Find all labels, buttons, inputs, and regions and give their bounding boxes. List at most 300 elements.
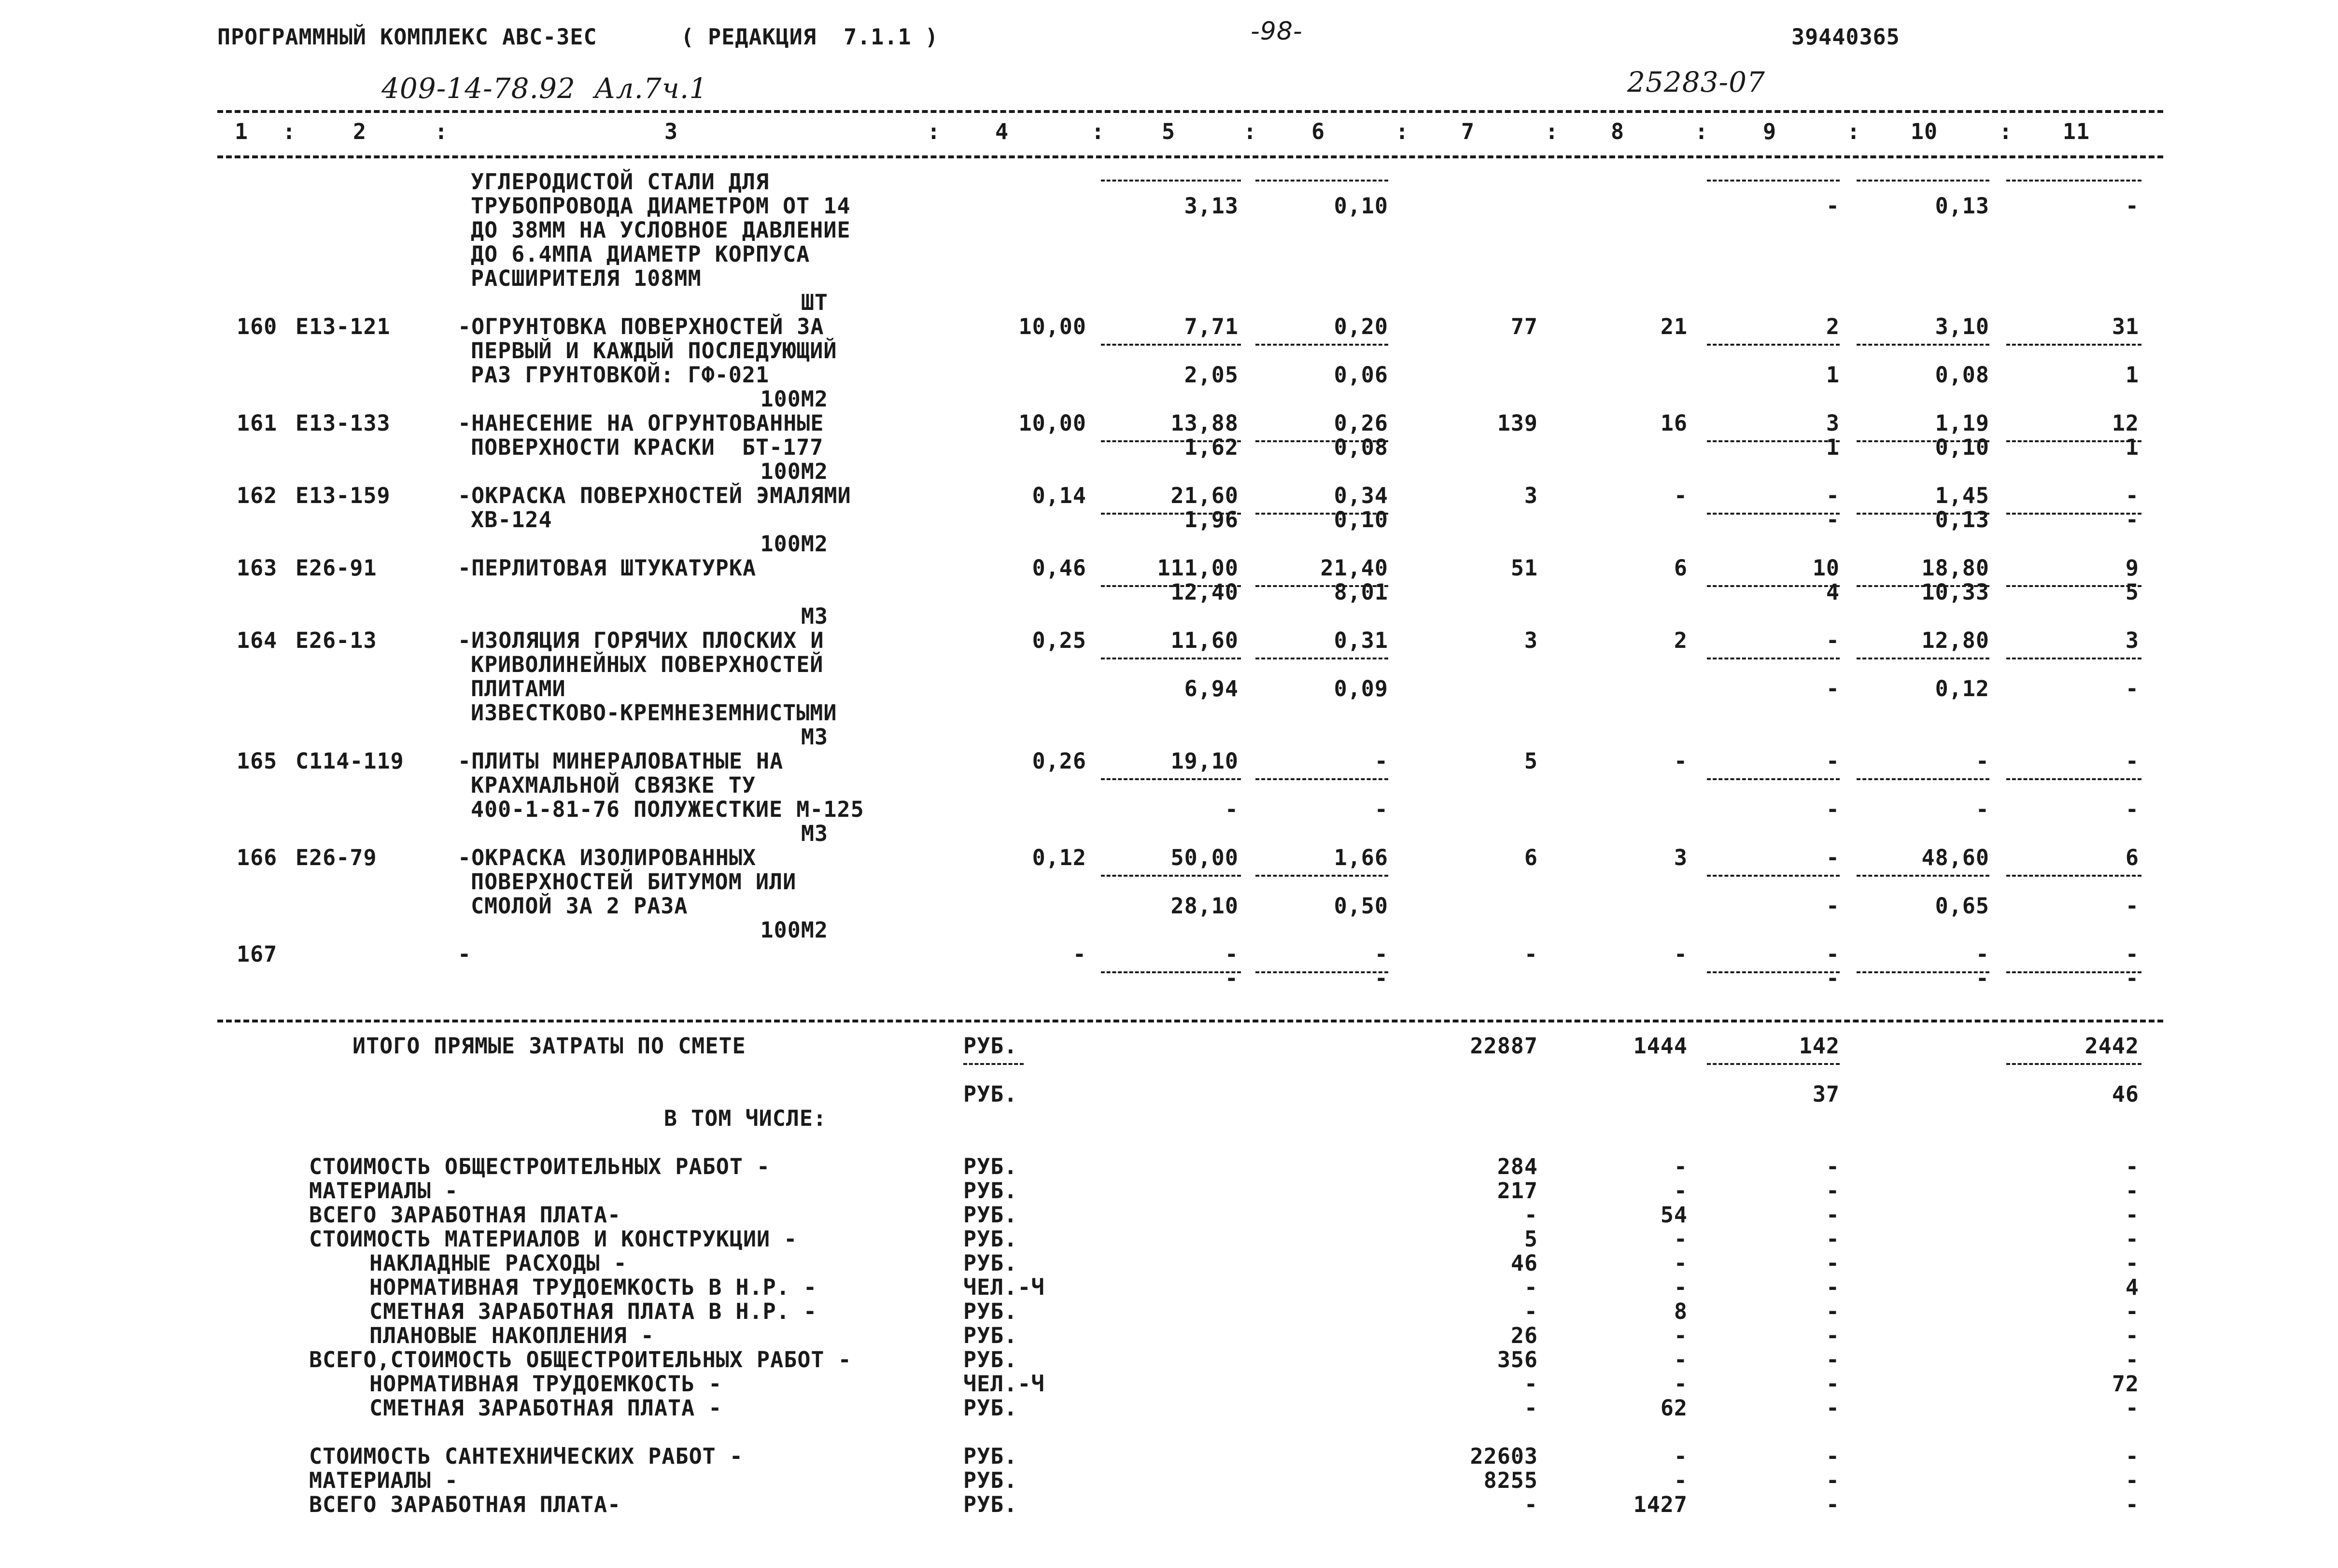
summary-c9: -: [1826, 1226, 1840, 1252]
column-separator: :: [1091, 119, 1105, 144]
subline-divider: [1857, 180, 1989, 182]
summary-c8: 54: [1660, 1202, 1688, 1228]
work-code: Е13-133: [296, 410, 391, 436]
row-164-c5: 11,60: [1170, 628, 1239, 653]
work-description-line: -НАНЕСЕНИЕ НА ОГРУНТОВАННЫЕ: [458, 410, 824, 436]
work-description-line: КРАХМАЛЬНОЙ СВЯЗКЕ ТУ: [471, 772, 756, 798]
summary-label: НАКЛАДНЫЕ РАСХОДЫ -: [369, 1250, 627, 1276]
row-167-c11-sub: -: [2125, 966, 2139, 991]
row-165-c10: -: [1975, 748, 1989, 774]
work-description-line: ПЛИТАМИ: [471, 676, 566, 701]
row-163-c11-sub: 5: [2125, 579, 2139, 605]
work-description-line: ХВ-124: [471, 507, 552, 532]
row-163-c11: 9: [2125, 555, 2139, 581]
row-163-c8: 6: [1674, 555, 1688, 581]
carry-unit: ШТ: [801, 290, 828, 315]
row-162-c6: 0,34: [1334, 483, 1388, 508]
carry-description-line: ТРУБОПРОВОДА ДИАМЕТРОМ ОТ 14: [471, 193, 851, 219]
summary-c7: -: [1524, 1395, 1538, 1421]
summary-c7: 217: [1497, 1178, 1538, 1204]
row-164-c11-sub: -: [2125, 676, 2139, 701]
subline-divider: [1101, 344, 1241, 346]
carry-c11: -: [2125, 193, 2139, 219]
summary-unit: РУБ.: [963, 1178, 1018, 1204]
row-160-c5: 7,71: [1184, 314, 1239, 339]
carry-description-line: ДО 6.4МПА ДИАМЕТР КОРПУСА: [471, 241, 810, 267]
column-separator: :: [1999, 119, 2013, 144]
column-separator: :: [1395, 119, 1409, 144]
summary-c9: -: [1826, 1202, 1840, 1228]
subline-divider: [1101, 658, 1241, 659]
subline-divider: [1255, 344, 1388, 346]
row-161-c7: 139: [1497, 410, 1538, 436]
row-161-c5: 13,88: [1170, 410, 1239, 436]
work-description-line: -: [458, 941, 472, 967]
summary-c11: 72: [2112, 1371, 2139, 1397]
subline-divider: [1255, 658, 1388, 659]
summary-unit: РУБ.: [963, 1443, 1018, 1469]
row-162-c9: -: [1826, 483, 1840, 508]
row-162-c9-sub: -: [1826, 507, 1840, 532]
document-id: 39440365: [1791, 24, 1900, 50]
row-161-c11: 12: [2112, 410, 2139, 436]
summary-label: СТОИМОСТЬ МАТЕРИАЛОВ И КОНСТРУКЦИИ -: [309, 1226, 798, 1252]
row-166-c5-sub: 28,10: [1170, 893, 1239, 919]
column-header-2: 2: [352, 119, 367, 144]
summary-unit: РУБ.: [963, 1395, 1018, 1421]
column-header-3: 3: [664, 119, 678, 144]
summary-unit: РУБ.: [963, 1347, 1018, 1372]
row-167-c11: -: [2125, 941, 2139, 967]
work-code: Е13-159: [296, 483, 391, 508]
column-separator: :: [1545, 119, 1559, 144]
subline-divider: [2006, 778, 2141, 780]
summary-c8: 8: [1674, 1299, 1688, 1324]
summary-unit: РУБ.: [963, 1202, 1018, 1228]
header-rule-bottom: [217, 155, 2163, 158]
row-163-c5: 111,00: [1157, 555, 1239, 581]
subline-divider: [1101, 778, 1241, 780]
summary-unit: ЧЕЛ.-Ч: [963, 1274, 1045, 1300]
row-160-c11: 31: [2112, 314, 2139, 339]
subline-divider: [2006, 180, 2141, 182]
row-165-c10-sub: -: [1975, 797, 1989, 822]
row-number: 162: [237, 483, 278, 508]
work-code: Е26-79: [296, 845, 377, 870]
row-165-c9-sub: -: [1826, 797, 1840, 822]
row-160-c11-sub: 1: [2125, 362, 2139, 388]
row-162-c5-sub: 1,96: [1184, 507, 1239, 532]
row-166-c11-sub: -: [2125, 893, 2139, 919]
row-160-c8: 21: [1660, 314, 1688, 339]
summary-c11: -: [2125, 1202, 2139, 1228]
subline-divider: [1707, 658, 1840, 659]
subline-divider: [1101, 180, 1241, 182]
row-160-c10: 3,10: [1935, 314, 1989, 339]
total-unit: РУБ.: [963, 1033, 1018, 1059]
summary-c7: 46: [1510, 1250, 1538, 1276]
summary-c9: -: [1826, 1443, 1840, 1469]
row-163-c7: 51: [1510, 555, 1538, 581]
column-header-9: 9: [1762, 119, 1777, 144]
summary-c7: 26: [1510, 1323, 1538, 1348]
row-167-c4: -: [1072, 941, 1086, 967]
summary-c11: -: [2125, 1492, 2139, 1517]
row-number: 165: [237, 748, 278, 774]
row-166-c11: 6: [2125, 845, 2139, 870]
summary-c8: -: [1674, 1154, 1688, 1179]
total-unit-sub: РУБ.: [963, 1081, 1018, 1107]
column-header-5: 5: [1161, 119, 1176, 144]
row-number: 166: [237, 845, 278, 870]
summary-label: СМЕТНАЯ ЗАРАБОТНАЯ ПЛАТА В Н.Р. -: [369, 1299, 817, 1324]
summary-c11: -: [2125, 1323, 2139, 1348]
row-160-c10-sub: 0,08: [1935, 362, 1989, 388]
row-167-c9-sub: -: [1826, 966, 1840, 991]
unit-of-measure: М3: [801, 724, 828, 750]
row-165-c5-sub: -: [1225, 797, 1239, 822]
summary-label: ВСЕГО,СТОИМОСТЬ ОБЩЕСТРОИТЕЛЬНЫХ РАБОТ -: [309, 1347, 852, 1372]
row-165-c11-sub: -: [2125, 797, 2139, 822]
row-160-c4: 10,00: [1018, 314, 1086, 339]
summary-c9: -: [1826, 1323, 1840, 1348]
summary-c11: -: [2125, 1443, 2139, 1469]
subline-divider: [2006, 344, 2141, 346]
carry-c9: -: [1826, 193, 1840, 219]
row-160-c5-sub: 2,05: [1184, 362, 1239, 388]
row-164-c4: 0,25: [1032, 628, 1086, 653]
row-number: 167: [237, 941, 278, 967]
row-167-c9: -: [1826, 941, 1840, 967]
summary-c8: -: [1674, 1371, 1688, 1397]
unit-of-measure: 100М2: [760, 917, 828, 943]
row-166-c6: 1,66: [1334, 845, 1388, 870]
work-description-line: ПОВЕРХНОСТИ КРАСКИ БТ-177: [471, 434, 824, 460]
row-164-c10: 12,80: [1921, 628, 1989, 653]
summary-c11: -: [2125, 1154, 2139, 1179]
row-164-c9-sub: -: [1826, 676, 1840, 701]
summary-c11: -: [2125, 1299, 2139, 1324]
total-c9-sub: 37: [1812, 1081, 1840, 1107]
work-description-line: -ПЛИТЫ МИНЕРАЛОВАТНЫЕ НА: [458, 748, 784, 774]
row-164-c5-sub: 6,94: [1184, 676, 1239, 701]
row-161-c6: 0,26: [1334, 410, 1388, 436]
row-162-c6-sub: 0,10: [1334, 507, 1388, 532]
summary-unit: РУБ.: [963, 1468, 1018, 1493]
row-165-c7: 5: [1524, 748, 1538, 774]
row-164-c11: 3: [2125, 628, 2139, 653]
summary-c9: -: [1826, 1468, 1840, 1493]
summary-c7: 356: [1497, 1347, 1538, 1372]
row-166-c8: 3: [1674, 845, 1688, 870]
summary-c11: -: [2125, 1347, 2139, 1372]
row-164-c10-sub: 0,12: [1935, 676, 1989, 701]
row-number: 160: [237, 314, 278, 339]
carry-c5: 3,13: [1184, 193, 1239, 219]
work-description-line: -ОГРУНТОВКА ПОВЕРХНОСТЕЙ ЗА: [458, 314, 824, 339]
summary-c8: -: [1674, 1226, 1688, 1252]
row-160-c6-sub: 0,06: [1334, 362, 1388, 388]
column-header-7: 7: [1461, 119, 1475, 144]
summary-c8: -: [1674, 1347, 1688, 1372]
subline-divider: [1857, 778, 1989, 780]
row-167-c10: -: [1975, 941, 1989, 967]
work-description-line: -ОКРАСКА ИЗОЛИРОВАННЫХ: [458, 845, 757, 870]
summary-c11: -: [2125, 1395, 2139, 1421]
program-name: ПРОГРАММНЫЙ КОМПЛЕКС АВС-ЗЕС: [217, 24, 597, 50]
row-167-c6: -: [1374, 941, 1388, 967]
summary-unit: РУБ.: [963, 1154, 1018, 1179]
summary-unit: РУБ.: [963, 1250, 1018, 1276]
summary-label: СТОИМОСТЬ ОБЩЕСТРОИТЕЛЬНЫХ РАБОТ -: [309, 1154, 771, 1179]
row-164-c9: -: [1826, 628, 1840, 653]
row-163-c6-sub: 8,01: [1334, 579, 1388, 605]
total-c11: 2442: [2084, 1033, 2139, 1059]
row-161-c4: 10,00: [1018, 410, 1086, 436]
row-161-c5-sub: 1,62: [1184, 434, 1239, 460]
subline-divider: [1101, 875, 1241, 877]
summary-unit: РУБ.: [963, 1323, 1018, 1348]
row-165-c6-sub: -: [1374, 797, 1388, 822]
summary-unit: ЧЕЛ.-Ч: [963, 1371, 1045, 1397]
subline-divider: [1255, 778, 1388, 780]
summary-c9: -: [1826, 1299, 1840, 1324]
total-c8: 1444: [1633, 1033, 1688, 1059]
row-160-c6: 0,20: [1334, 314, 1388, 339]
row-167-c7: -: [1524, 941, 1538, 967]
summary-label: МАТЕРИАЛЫ -: [309, 1178, 459, 1204]
row-164-c6: 0,31: [1334, 628, 1388, 653]
summary-c11: -: [2125, 1178, 2139, 1204]
row-number: 161: [237, 410, 278, 436]
row-161-c11-sub: 1: [2125, 434, 2139, 460]
total-label: ИТОГО ПРЯМЫЕ ЗАТРАТЫ ПО СМЕТЕ: [352, 1033, 746, 1059]
column-header-1: 1: [234, 119, 249, 144]
row-161-c9: 3: [1826, 410, 1840, 436]
row-number: 164: [237, 628, 278, 653]
row-165-c4: 0,26: [1032, 748, 1086, 774]
work-description-line: РАЗ ГРУНТОВКОЙ: ГФ-021: [471, 362, 770, 388]
row-162-c11-sub: -: [2125, 507, 2139, 532]
work-code: Е26-13: [296, 628, 377, 653]
summary-label: ВСЕГО ЗАРАБОТНАЯ ПЛАТА-: [309, 1492, 621, 1517]
row-163-c5-sub: 12,40: [1170, 579, 1239, 605]
summary-label: НОРМАТИВНАЯ ТРУДОЕМКОСТЬ В Н.Р. -: [369, 1274, 817, 1300]
column-header-8: 8: [1610, 119, 1625, 144]
summary-c9: -: [1826, 1250, 1840, 1276]
subline-divider: [1857, 658, 1989, 659]
summary-c7: 22603: [1470, 1443, 1538, 1469]
summary-label: НОРМАТИВНАЯ ТРУДОЕМКОСТЬ -: [369, 1371, 722, 1397]
work-code: Е26-91: [296, 555, 377, 581]
edition: ( РЕДАКЦИЯ 7.1.1 ): [681, 24, 939, 50]
row-161-c9-sub: 1: [1826, 434, 1840, 460]
summary-c8: 62: [1660, 1395, 1688, 1421]
work-description-line: КРИВОЛИНЕЙНЫХ ПОВЕРХНОСТЕЙ: [471, 652, 824, 677]
summary-c11: -: [2125, 1250, 2139, 1276]
summary-c9: -: [1826, 1371, 1840, 1397]
row-161-c10-sub: 0,10: [1935, 434, 1989, 460]
summary-label: МАТЕРИАЛЫ -: [309, 1468, 459, 1493]
row-162-c5: 21,60: [1170, 483, 1239, 508]
summary-c11: -: [2125, 1226, 2139, 1252]
unit-of-measure: 100М2: [760, 531, 828, 557]
summary-c7: -: [1524, 1371, 1538, 1397]
row-160-c9: 2: [1826, 314, 1840, 339]
row-165-c11: -: [2125, 748, 2139, 774]
summary-c7: -: [1524, 1492, 1538, 1517]
column-header-11: 11: [2062, 119, 2090, 144]
summary-c11: 4: [2125, 1274, 2139, 1300]
subline-divider: [1857, 344, 1989, 346]
work-description-line: СМОЛОЙ ЗА 2 РАЗА: [471, 893, 688, 919]
carry-description-line: ДО 38ММ НА УСЛОВНОЕ ДАВЛЕНИЕ: [471, 217, 851, 243]
work-description-line: -ПЕРЛИТОВАЯ ШТУКАТУРКА: [458, 555, 757, 581]
row-163-c9-sub: 4: [1826, 579, 1840, 605]
row-166-c6-sub: 0,50: [1334, 893, 1388, 919]
total-c9: 142: [1799, 1033, 1840, 1059]
row-160-c7: 77: [1510, 314, 1538, 339]
unit-of-measure: М3: [801, 821, 828, 846]
work-description-line: -ИЗОЛЯЦИЯ ГОРЯЧИХ ПЛОСКИХ И: [458, 628, 824, 653]
row-164-c8: 2: [1674, 628, 1688, 653]
summary-c9: -: [1826, 1347, 1840, 1372]
work-description-line: ПЕРВЫЙ И КАЖДЫЙ ПОСЛЕДУЮЩИЙ: [471, 338, 837, 364]
subline-divider: [1707, 875, 1840, 877]
row-163-c9: 10: [1812, 555, 1840, 581]
row-162-c7: 3: [1524, 483, 1538, 508]
including-label: В ТОМ ЧИСЛЕ:: [664, 1106, 827, 1131]
column-separator: :: [1243, 119, 1257, 144]
column-separator: :: [1695, 119, 1709, 144]
row-167-c5: -: [1225, 941, 1239, 967]
work-description-line: -ОКРАСКА ПОВЕРХНОСТЕЙ ЭМАЛЯМИ: [458, 483, 851, 508]
column-header-4: 4: [995, 119, 1009, 144]
column-separator: :: [435, 119, 449, 144]
row-165-c6: -: [1374, 748, 1388, 774]
carry-c10: 0,13: [1935, 193, 1989, 219]
row-166-c9: -: [1826, 845, 1840, 870]
row-162-c11: -: [2125, 483, 2139, 508]
summary-label: СТОИМОСТЬ САНТЕХНИЧЕСКИХ РАБОТ -: [309, 1443, 743, 1469]
summary-c8: -: [1674, 1274, 1688, 1300]
summary-c9: -: [1826, 1274, 1840, 1300]
summary-c8: -: [1674, 1468, 1688, 1493]
summary-c9: -: [1826, 1178, 1840, 1204]
subline-divider: [1707, 778, 1840, 780]
summary-label: ВСЕГО ЗАРАБОТНАЯ ПЛАТА-: [309, 1202, 621, 1228]
subline-divider: [1255, 875, 1388, 877]
row-166-c5: 50,00: [1170, 845, 1239, 870]
carry-c6: 0,10: [1334, 193, 1388, 219]
subline-divider: [2006, 1063, 2141, 1065]
header-rule-top: [217, 110, 2163, 113]
summary-c8: -: [1674, 1178, 1688, 1204]
summary-c9: -: [1826, 1154, 1840, 1179]
total-c11-sub: 46: [2112, 1081, 2139, 1107]
handwritten-reference-left: 409-14-78.92 Ал.7ч.1: [381, 72, 708, 105]
row-167-c5-sub: -: [1225, 966, 1239, 991]
summary-c8: -: [1674, 1250, 1688, 1276]
summary-c7: 8255: [1483, 1468, 1538, 1493]
column-separator: :: [1847, 119, 1861, 144]
row-166-c7: 6: [1524, 845, 1538, 870]
column-header-6: 6: [1311, 119, 1325, 144]
summary-c11: -: [2125, 1468, 2139, 1493]
row-161-c8: 16: [1660, 410, 1688, 436]
row-166-c9-sub: -: [1826, 893, 1840, 919]
table-bottom-rule: [217, 1020, 2163, 1022]
row-166-c10: 48,60: [1921, 845, 1989, 870]
summary-unit: РУБ.: [963, 1299, 1018, 1324]
row-163-c10: 18,80: [1921, 555, 1989, 581]
summary-c9: -: [1826, 1492, 1840, 1517]
summary-c8: -: [1674, 1443, 1688, 1469]
summary-c9: -: [1826, 1395, 1840, 1421]
row-161-c10: 1,19: [1935, 410, 1989, 436]
subline-divider: [2006, 658, 2141, 659]
subline-divider: [1857, 875, 1989, 877]
row-163-c4: 0,46: [1032, 555, 1086, 581]
row-167-c10-sub: -: [1975, 966, 1989, 991]
row-167-c8: -: [1674, 941, 1688, 967]
summary-c8: -: [1674, 1323, 1688, 1348]
summary-c7: 5: [1524, 1226, 1538, 1252]
unit-of-measure: 100М2: [760, 386, 828, 412]
summary-unit: РУБ.: [963, 1226, 1018, 1252]
carry-description-line: РАСШИРИТЕЛЯ 108ММ: [471, 266, 702, 291]
summary-c8: 1427: [1633, 1492, 1688, 1517]
subline-divider: [1707, 180, 1840, 182]
carry-description-line: УГЛЕРОДИСТОЙ СТАЛИ ДЛЯ: [471, 169, 770, 195]
subline-divider: [963, 1063, 1024, 1065]
row-164-c7: 3: [1524, 628, 1538, 653]
work-description-line: 400-1-81-76 ПОЛУЖЕСТКИЕ М-125: [471, 797, 864, 822]
row-163-c6: 21,40: [1320, 555, 1388, 581]
row-166-c10-sub: 0,65: [1935, 893, 1989, 919]
subline-divider: [1255, 180, 1388, 182]
column-header-10: 10: [1910, 119, 1938, 144]
handwritten-reference-right: 25283-07: [1627, 66, 1765, 98]
subline-divider: [1707, 344, 1840, 346]
subline-divider: [1707, 1063, 1840, 1065]
unit-of-measure: М3: [801, 603, 828, 629]
subline-divider: [2006, 875, 2141, 877]
row-166-c4: 0,12: [1032, 845, 1086, 870]
unit-of-measure: 100М2: [760, 459, 828, 484]
summary-c7: -: [1524, 1274, 1538, 1300]
work-description-line: ПОВЕРХНОСТЕЙ БИТУМОМ ИЛИ: [471, 869, 797, 895]
row-162-c8: -: [1674, 483, 1688, 508]
row-162-c10-sub: 0,13: [1935, 507, 1989, 532]
row-163-c10-sub: 10,33: [1921, 579, 1989, 605]
row-number: 163: [237, 555, 278, 581]
row-161-c6-sub: 0,08: [1334, 434, 1388, 460]
row-167-c6-sub: -: [1374, 966, 1388, 991]
row-162-c4: 0,14: [1032, 483, 1086, 508]
summary-c7: -: [1524, 1202, 1538, 1228]
total-c7: 22887: [1470, 1033, 1538, 1059]
summary-label: ПЛАНОВЫЕ НАКОПЛЕНИЯ -: [369, 1323, 654, 1348]
row-162-c10: 1,45: [1935, 483, 1989, 508]
row-165-c8: -: [1674, 748, 1688, 774]
page-number: -98-: [1251, 17, 1303, 46]
summary-c7: -: [1524, 1299, 1538, 1324]
column-separator: :: [282, 119, 296, 144]
row-160-c9-sub: 1: [1826, 362, 1840, 388]
work-code: Е13-121: [296, 314, 391, 339]
work-code: С114-119: [296, 748, 404, 774]
